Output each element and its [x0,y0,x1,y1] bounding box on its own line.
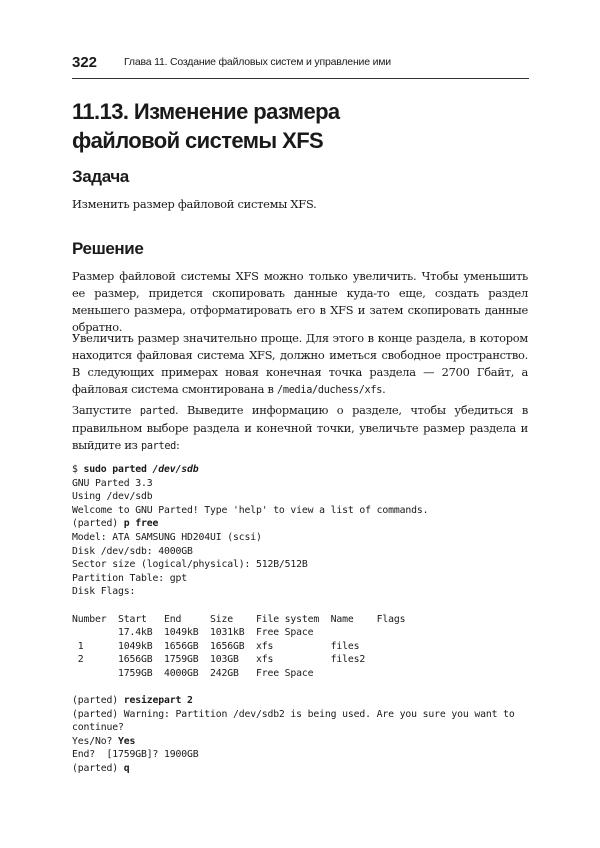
resize-warning-output: (parted) Warning: Partition /dev/sdb2 is being used. Are you sure you want to continue? Yes/No? [72,708,515,747]
solution-paragraph-2 [72,330,528,399]
parted-prompt-2: (parted) [72,695,124,707]
partition-table-output: Model: ATA SAMSUNG HD204UI (scsi) Disk /dev/sdb: 4000GB Sector size (logical/physical): 512B/512B Partition Table: gpt Disk Flags: Number Start End Size File system Name Flags 17.4kB 1049kB 1031kB Free Space 1 1049kB 1656GB 1656GB xfs files 2 1656GB 1759GB 103GB xfs files2 1759GB 4000GB 242GB Free Space [72,531,406,679]
command-sudo-parted: sudo parted [83,464,153,475]
page-header [72,48,529,79]
terminal-listing [72,463,532,776]
command-quit: q [123,763,130,775]
p3-text-3: : [176,438,180,452]
p2-text: Увеличить размер значительно проще. Для этого в конце раздела, в котором находится файловая система XFS, должно иметься свободное пространство. В следующих примерах новая конечная точка раздела — 2700 Гбайт, а файловая система смонтирована в [72,331,528,396]
command-print-free: p free [123,518,159,530]
running-title: Глава 11. Создание файловых систем и управление ими [124,56,391,68]
section-title-line-1: 11.13. Изменение размера [72,99,340,124]
section-title [72,97,532,155]
task-heading: Задача [72,167,129,186]
end-point-output: End? [1759GB]? 1900GB [72,749,199,761]
solution-heading: Решение [72,239,144,258]
command-resizepart: resizepart 2 [123,695,193,707]
parted-command-1: parted [139,406,175,417]
mount-path: /media/duchess/xfs [277,385,383,396]
p2-end: . [382,382,386,396]
solution-paragraph-3 [72,402,528,455]
parted-prompt-3: (parted) [72,763,124,775]
command-device-arg: /dev/sdb [152,464,199,475]
page-number: 322 [72,54,98,71]
parted-prompt-1: (parted) [72,518,124,530]
p3-text-2: . Выведите информацию о разделе, чтобы убедиться в правильном выборе раздела и конечной точки, увеличьте размер раздела и выйдите из [72,403,528,452]
solution-paragraph-1: Размер файловой системы XFS можно только увеличить. Чтобы уменьшить ее размер, придется скопировать данные куда-то еще, создать раздел меньшего размера, отформатировать его в XFS и затем скопировать данные обратно. [72,269,528,334]
p3-text-1: Запустите [72,403,140,417]
parted-command-2: parted [141,441,177,452]
task-text: Изменить размер файловой системы XFS. [72,197,317,211]
answer-yes: Yes [118,735,136,747]
section-title-line-2: файловой системы XFS [72,128,324,153]
shell-prompt: $ [72,464,84,475]
parted-banner-output: GNU Parted 3.3 Using /dev/sdb Welcome to GNU Parted! Type 'help' to view a list of commands. [72,477,429,516]
